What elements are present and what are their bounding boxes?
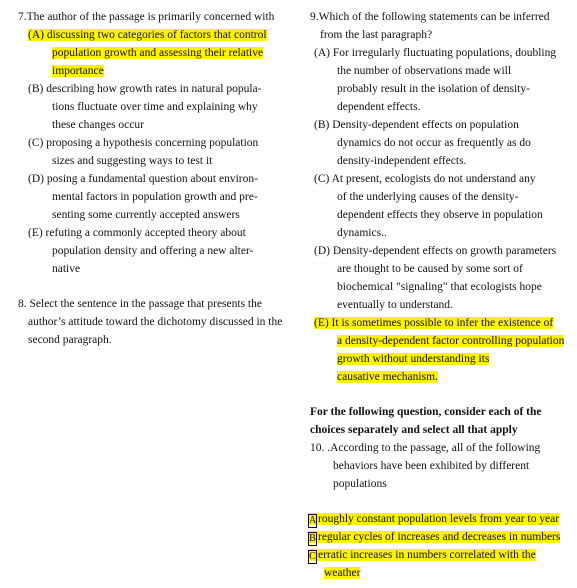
q7-option-b-line3: these changes occur bbox=[52, 119, 144, 131]
q7-option-d[interactable]: (D) posing a fundamental question about environ- bbox=[28, 173, 258, 185]
q7-option-e[interactable]: (E) refuting a commonly accepted theory about bbox=[28, 227, 246, 239]
q9-option-e-line4: causative mechanism. bbox=[337, 371, 438, 383]
q10-option-b[interactable] bbox=[308, 530, 560, 545]
q7-option-e-line3: native bbox=[52, 263, 81, 275]
q7-option-d-line3: senting some currently accepted answers bbox=[52, 209, 240, 221]
q10-option-c-line2: weather bbox=[324, 567, 361, 579]
q10-checkbox-c[interactable]: C bbox=[309, 551, 316, 562]
q8-stem-line1: 8. Select the sentence in the passage that presents the bbox=[18, 298, 262, 310]
q7-stem: 7.The author of the passage is primarily concerned with bbox=[18, 11, 275, 23]
q10-stem-line3: populations bbox=[333, 478, 387, 490]
q7-option-c-line2: sizes and suggesting ways to test it bbox=[52, 155, 213, 167]
q9-option-a-line2: the number of observations made will bbox=[337, 65, 512, 77]
q9-option-b-line2: dynamics do not occur as frequently as do bbox=[337, 137, 531, 149]
q9-option-b-line3: density-independent effects. bbox=[337, 155, 467, 167]
q10-checkbox-b[interactable]: B bbox=[309, 533, 316, 544]
q9-option-e-line3: growth without understanding its bbox=[337, 353, 490, 365]
q7-option-b[interactable]: (B) describing how growth rates in natural popula- bbox=[28, 83, 262, 95]
q7-option-d-line2: mental factors in population growth and pre- bbox=[52, 191, 258, 203]
q10-option-a[interactable] bbox=[308, 512, 559, 527]
q7-option-a[interactable] bbox=[28, 28, 267, 43]
q7-option-e-line2: population density and offering a new alter- bbox=[52, 245, 254, 257]
q10-stem-line1: 10. .According to the passage, all of the following bbox=[310, 442, 541, 454]
q9-option-e[interactable] bbox=[314, 316, 553, 331]
q9-option-d-line3: biochemical "signaling" that ecologists hope bbox=[337, 281, 542, 293]
q7-option-b-line2: tions fluctuate over time and explaining why bbox=[52, 101, 258, 113]
q9-option-d-line2: are thought to be caused by some sort of bbox=[337, 263, 523, 275]
q9-option-a[interactable]: (A) For irregularly fluctuating populations, doubling bbox=[314, 47, 557, 59]
q9-option-d-line4: eventually to understand. bbox=[337, 299, 453, 311]
q9-option-c-line2: of the underlying causes of the density- bbox=[337, 191, 519, 203]
q7-option-c[interactable]: (C) proposing a hypothesis concerning population bbox=[28, 137, 259, 149]
q10-option-c-text: erratic increases in numbers correlated with the bbox=[318, 549, 536, 561]
q9-option-b[interactable]: (B) Density-dependent effects on population bbox=[314, 119, 519, 131]
q9-option-c[interactable]: (C) At present, ecologists do not understand any bbox=[314, 173, 536, 185]
instruction-line2: choices separately and select all that apply bbox=[310, 424, 518, 436]
q8-stem-line2: author’s attitude toward the dichotomy discussed in the bbox=[28, 316, 283, 328]
q10-option-c[interactable] bbox=[308, 548, 536, 563]
q7-option-a-line3: importance bbox=[52, 65, 104, 77]
q10-checkbox-a[interactable]: A bbox=[309, 515, 317, 526]
q8-stem-line3: second paragraph. bbox=[28, 334, 112, 346]
q9-option-d[interactable]: (D) Density-dependent effects on growth parameters bbox=[314, 245, 557, 257]
q10-option-a-text: roughly constant population levels from year to year bbox=[318, 513, 560, 525]
q10-option-b-text: regular cycles of increases and decreases in numbers bbox=[318, 531, 561, 543]
q9-option-c-line3: dependent effects they observe in population bbox=[337, 209, 543, 221]
q7-option-a-line1: (A) discussing two categories of factors that control bbox=[28, 29, 267, 41]
instruction-line1: For the following question, consider each of the bbox=[310, 406, 542, 418]
q9-stem-line2: from the last paragraph? bbox=[320, 29, 433, 41]
q9-option-c-line4: dynamics.. bbox=[337, 227, 387, 239]
q9-option-e-line1: (E) It is sometimes possible to infer the existence of bbox=[314, 317, 554, 329]
q9-stem-line1: 9.Which of the following statements can be inferred bbox=[310, 11, 550, 23]
q7-option-a-line2: population growth and assessing their relative bbox=[52, 47, 264, 59]
q9-option-e-line2: a density-dependent factor controlling population bbox=[337, 335, 565, 347]
q10-stem-line2: behaviors have been exhibited by different bbox=[333, 460, 530, 472]
q9-option-a-line4: dependent effects. bbox=[337, 101, 421, 113]
q9-option-a-line3: probably result in the isolation of density- bbox=[337, 83, 530, 95]
